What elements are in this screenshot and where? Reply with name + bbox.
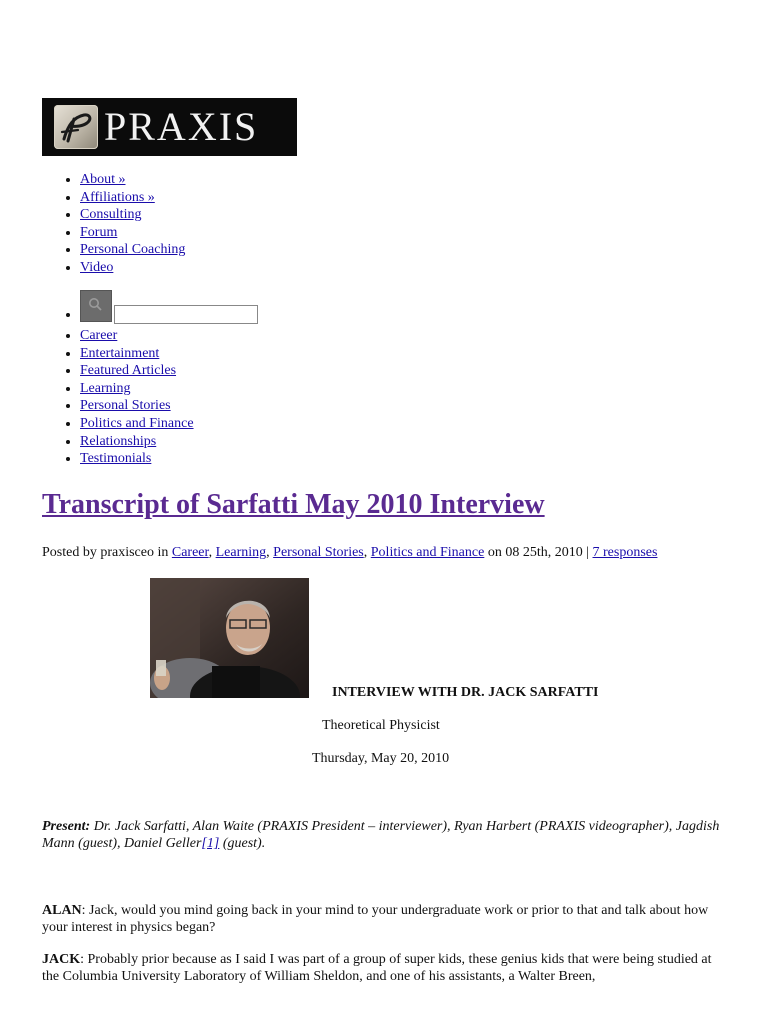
category-item-politics-finance	[80, 415, 258, 433]
category-link-politics-finance[interactable]: Politics and Finance	[80, 415, 194, 431]
category-link-testimonials[interactable]: Testimonials	[80, 451, 152, 467]
primary-nav	[62, 171, 185, 277]
category-link-personal-stories[interactable]: Personal Stories	[80, 398, 171, 414]
praxis-p-monogram-icon	[54, 105, 98, 149]
category-link-learning[interactable]: Learning	[80, 380, 131, 396]
category-item-relationships	[80, 433, 258, 451]
nav-link-consulting[interactable]: Consulting	[80, 207, 142, 223]
nav-item-forum	[80, 224, 185, 242]
footnote-link[interactable]: [1]	[201, 836, 220, 851]
nav-link-personal-coaching[interactable]: Personal Coaching	[80, 242, 186, 258]
posted-by-text: Posted by praxisceo in	[42, 545, 169, 560]
speaker-name: JACK	[42, 952, 81, 967]
search-field-wrap	[114, 305, 258, 324]
paragraph-text: : Probably prior because as I said I was part of a group of super kids, these genius kids that were being studied at the Columbia University Laboratory of William Sheldon, and one of his assistants, a Walter Breen,	[42, 952, 712, 984]
present-text-after: (guest).	[222, 836, 266, 851]
search-button[interactable]	[80, 290, 112, 322]
meta-category-personal-stories[interactable]: Personal Stories	[273, 545, 364, 560]
paragraph-text: : Jack, would you mind going back in your mind to your undergraduate work or prior to that and talk about how your interest in physics began?	[42, 903, 709, 935]
category-item-featured-articles	[80, 362, 258, 380]
nav-link-forum[interactable]: Forum	[80, 224, 118, 240]
category-item-career	[80, 327, 258, 345]
category-link-entertainment[interactable]: Entertainment	[80, 345, 160, 361]
nav-item-about	[80, 171, 185, 189]
category-link-career[interactable]: Career	[80, 328, 118, 343]
speaker-name: ALAN	[42, 903, 82, 918]
category-item-personal-stories	[80, 397, 258, 415]
nav-link-about[interactable]: About »	[80, 172, 126, 187]
search-item	[80, 292, 258, 327]
interview-date: Thursday, May 20, 2010	[312, 751, 450, 766]
site-logo[interactable]	[42, 98, 297, 156]
category-item-entertainment	[80, 345, 258, 363]
present-paragraph	[42, 818, 732, 852]
responses-link[interactable]: 7 responses	[592, 545, 658, 560]
present-text: Dr. Jack Sarfatti, Alan Waite (PRAXIS President – interviewer), Ryan Harbert (PRAXIS videographer), Jagdish Mann (guest), Daniel Geller	[42, 819, 720, 851]
meta-category-learning[interactable]: Learning	[215, 545, 267, 560]
nav-item-affiliations	[80, 189, 185, 207]
category-link-relationships[interactable]: Relationships	[80, 433, 157, 449]
category-link-featured-articles[interactable]: Featured Articles	[80, 363, 177, 379]
interview-photo	[150, 578, 309, 698]
post-date: on 08 25th, 2010 |	[487, 545, 590, 560]
transcript-paragraph	[42, 951, 732, 985]
nav-link-affiliations[interactable]: Affiliations »	[80, 189, 155, 205]
post-title	[42, 488, 545, 522]
interviewee-role: Theoretical Physicist	[322, 718, 440, 733]
transcript-paragraph	[42, 902, 732, 936]
present-label: Present:	[42, 819, 91, 834]
nav-item-video	[80, 259, 185, 277]
logo-text: PRAXIS	[104, 104, 259, 149]
category-item-testimonials	[80, 450, 258, 468]
meta-category-politics-finance[interactable]: Politics and Finance	[370, 545, 485, 560]
category-item-learning	[80, 380, 258, 398]
post-meta: Posted by praxisceo in Career, Learning, Personal Stories, Politics and Finance on 08 25th, 2010 | 7 responses	[42, 545, 658, 560]
category-nav	[62, 292, 258, 468]
nav-link-video[interactable]: Video	[80, 259, 114, 275]
meta-category-career[interactable]: Career	[171, 545, 209, 560]
nav-item-personal-coaching	[80, 241, 185, 259]
interview-heading: INTERVIEW WITH DR. JACK SARFATTI	[332, 685, 599, 700]
magnifier-icon	[81, 291, 111, 321]
post-title-link[interactable]: Transcript of Sarfatti May 2010 Interview	[42, 489, 545, 520]
search-input[interactable]	[115, 306, 257, 323]
nav-item-consulting	[80, 206, 185, 224]
